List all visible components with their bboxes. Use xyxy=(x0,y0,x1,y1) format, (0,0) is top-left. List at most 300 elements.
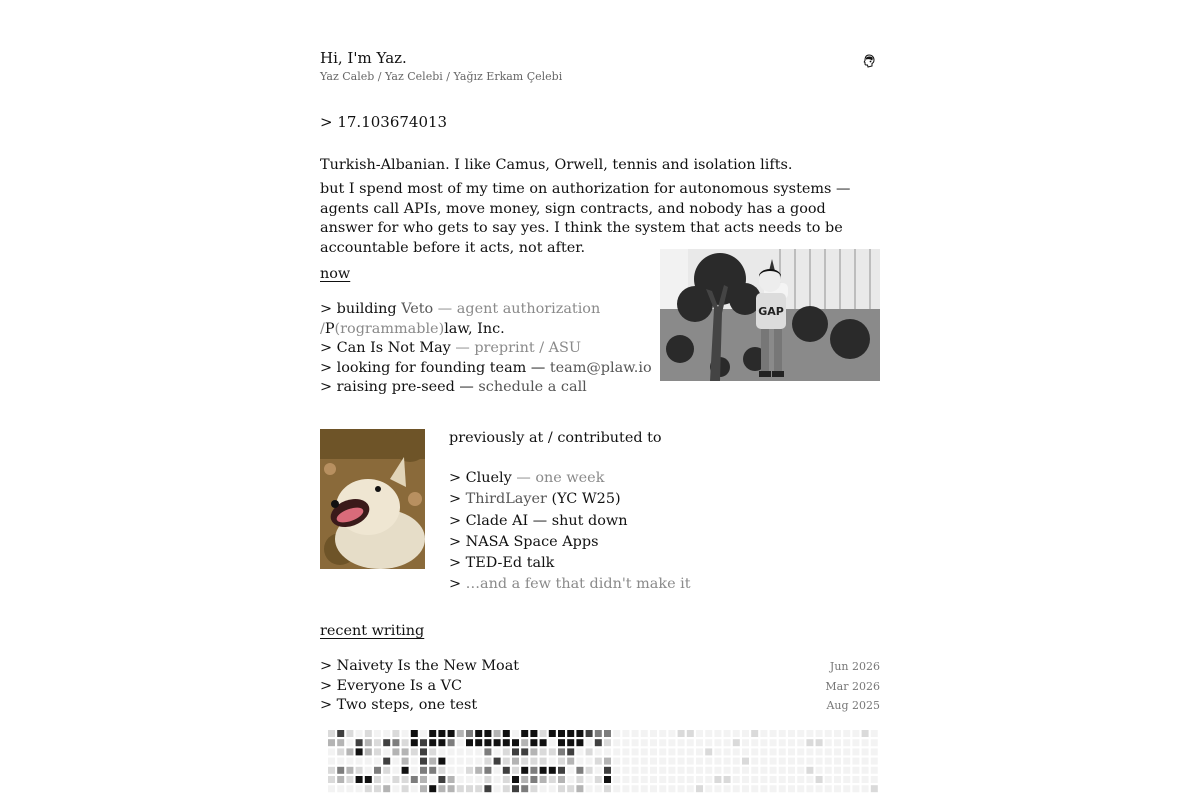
heatmap-cell xyxy=(438,785,445,792)
heatmap-cell xyxy=(797,776,804,783)
heatmap-cell xyxy=(742,776,749,783)
heatmap-cell xyxy=(816,785,823,792)
heatmap-cell xyxy=(779,776,786,783)
heatmap-cell xyxy=(751,739,758,746)
heatmap-cell xyxy=(650,776,657,783)
heatmap-cell xyxy=(632,767,639,774)
heatmap-cell xyxy=(457,730,464,737)
heatmap-cell xyxy=(862,785,869,792)
heatmap-cell xyxy=(356,767,363,774)
heatmap-cell xyxy=(494,767,501,774)
heatmap-cell xyxy=(503,785,510,792)
paper-prefix: > xyxy=(320,340,337,356)
prev-prefix: > xyxy=(449,555,466,572)
heatmap-cell xyxy=(595,776,602,783)
heatmap-cell xyxy=(392,758,399,765)
heatmap-cell xyxy=(843,758,850,765)
veto-link[interactable]: Veto xyxy=(401,301,434,317)
heatmap-cell xyxy=(797,730,804,737)
prev-item-nasa[interactable] xyxy=(449,532,691,553)
heatmap-cell xyxy=(871,758,878,765)
heatmap-cell xyxy=(494,776,501,783)
heatmap-cell xyxy=(622,758,629,765)
heatmap-cell xyxy=(632,748,639,755)
heatmap-cell xyxy=(751,767,758,774)
heatmap-cell xyxy=(420,748,427,755)
heatmap-cell xyxy=(411,776,418,783)
heatmap-cell xyxy=(576,767,583,774)
heatmap-cell xyxy=(438,767,445,774)
heatmap-cell xyxy=(365,767,372,774)
heatmap-cell xyxy=(420,739,427,746)
heatmap-cell xyxy=(576,785,583,792)
heatmap-cell xyxy=(678,730,685,737)
heatmap-cell xyxy=(862,730,869,737)
heatmap-cell xyxy=(576,758,583,765)
heatmap-cell xyxy=(328,767,335,774)
heatmap-cell xyxy=(448,748,455,755)
heatmap-cell xyxy=(834,776,841,783)
heatmap-cell xyxy=(503,730,510,737)
heatmap-cell xyxy=(668,748,675,755)
heatmap-cell xyxy=(392,730,399,737)
heatmap-cell xyxy=(530,767,537,774)
prev-item-thirdlayer[interactable] xyxy=(449,489,691,510)
previously-list xyxy=(449,468,691,596)
heatmap-cell xyxy=(567,758,574,765)
heatmap-cell xyxy=(687,730,694,737)
heatmap-cell xyxy=(448,739,455,746)
heatmap-cell xyxy=(733,730,740,737)
heatmap-cell xyxy=(530,785,537,792)
heatmap-cell xyxy=(374,730,381,737)
heatmap-cell xyxy=(540,767,547,774)
heatmap-cell xyxy=(751,785,758,792)
heatmap-cell xyxy=(843,767,850,774)
company-p: P xyxy=(324,320,335,337)
heatmap-cell xyxy=(714,776,721,783)
writing-item[interactable] xyxy=(320,657,880,677)
heatmap-cell xyxy=(641,758,648,765)
heatmap-cell xyxy=(871,730,878,737)
prev-note: — one week xyxy=(511,470,605,486)
heatmap-cell xyxy=(668,785,675,792)
prev-prefix: > xyxy=(449,576,466,593)
heatmap-cell xyxy=(466,767,473,774)
heatmap-cell xyxy=(429,776,436,783)
heatmap-cell xyxy=(668,730,675,737)
writing-title[interactable]: > Everyone Is a VC xyxy=(320,677,463,694)
company-name: law, Inc. xyxy=(444,320,505,337)
heatmap-cell xyxy=(733,739,740,746)
heatmap-cell xyxy=(724,767,731,774)
heatmap-cell xyxy=(484,748,491,755)
heatmap-cell xyxy=(696,767,703,774)
heatmap-cell xyxy=(696,785,703,792)
heatmap-cell xyxy=(760,758,767,765)
heatmap-cell xyxy=(383,758,390,765)
heatmap-cell xyxy=(788,739,795,746)
heatmap-cell xyxy=(797,739,804,746)
page xyxy=(320,0,880,800)
heatmap-cell xyxy=(659,758,666,765)
heatmap-cell xyxy=(558,776,565,783)
heatmap-cell xyxy=(503,776,510,783)
prev-name[interactable]: TED-Ed talk xyxy=(465,555,555,572)
heatmap-cell xyxy=(779,758,786,765)
heatmap-cell xyxy=(668,776,675,783)
heatmap-cell xyxy=(659,785,666,792)
heatmap-cell xyxy=(346,776,353,783)
paper-link[interactable]: Can Is Not May xyxy=(336,340,451,356)
heatmap-cell xyxy=(448,730,455,737)
heatmap-cell xyxy=(613,748,620,755)
prev-item-cluely[interactable] xyxy=(449,468,691,489)
heatmap-cell xyxy=(714,748,721,755)
heatmap-cell xyxy=(770,730,777,737)
writing-item[interactable] xyxy=(320,677,880,697)
heatmap-cell xyxy=(742,785,749,792)
heatmap-cell xyxy=(549,785,556,792)
writing-item[interactable] xyxy=(320,696,880,716)
veto-description: — agent authorization xyxy=(433,301,601,317)
heatmap-cell xyxy=(549,730,556,737)
heatmap-cell xyxy=(420,758,427,765)
heatmap-cell xyxy=(678,785,685,792)
heatmap-cell xyxy=(751,776,758,783)
prev-note: (YC W25) xyxy=(546,491,621,508)
heatmap-cell xyxy=(852,748,859,755)
heatmap-cell xyxy=(714,767,721,774)
raising-text: > raising pre-seed — xyxy=(320,379,479,395)
heatmap-cell xyxy=(466,758,473,765)
heatmap-cell xyxy=(825,776,832,783)
heatmap-cell xyxy=(567,776,574,783)
heatmap-cell xyxy=(374,767,381,774)
heatmap-cell xyxy=(402,767,409,774)
heatmap-cell xyxy=(521,730,528,737)
heatmap-cell xyxy=(779,739,786,746)
heatmap-cell xyxy=(742,748,749,755)
now-item-building xyxy=(320,300,652,320)
heatmap-cell xyxy=(797,758,804,765)
heatmap-cell xyxy=(650,730,657,737)
heatmap-cell xyxy=(530,730,537,737)
heatmap-cell xyxy=(438,739,445,746)
email-link[interactable]: team@plaw.io xyxy=(549,359,652,376)
heatmap-cell xyxy=(770,776,777,783)
heatmap-cell xyxy=(733,748,740,755)
heatmap-cell xyxy=(448,776,455,783)
heatmap-cell xyxy=(604,758,611,765)
heatmap-cell xyxy=(494,730,501,737)
head-silhouette-icon[interactable] xyxy=(863,54,875,68)
heatmap-cell xyxy=(365,785,372,792)
heatmap-cell xyxy=(687,748,694,755)
heatmap-cell xyxy=(770,767,777,774)
heatmap-cell xyxy=(678,776,685,783)
heatmap-cell xyxy=(346,748,353,755)
prev-name[interactable]: Clade AI xyxy=(465,512,529,529)
heatmap-cell xyxy=(530,739,537,746)
heatmap-cell xyxy=(659,776,666,783)
heatmap-cell xyxy=(871,748,878,755)
now-section-title[interactable]: now xyxy=(320,266,351,282)
heatmap-cell xyxy=(374,748,381,755)
heatmap-cell xyxy=(576,748,583,755)
heatmap-cell xyxy=(788,730,795,737)
heatmap-cell xyxy=(457,767,464,774)
heatmap-cell xyxy=(696,758,703,765)
heatmap-cell xyxy=(843,785,850,792)
heatmap-cell xyxy=(650,748,657,755)
heatmap-cell xyxy=(438,758,445,765)
prev-name[interactable]: …and a few that didn't make it xyxy=(465,576,691,593)
prev-name[interactable]: NASA Space Apps xyxy=(465,533,599,550)
heatmap-cell xyxy=(779,767,786,774)
heatmap-cell xyxy=(751,748,758,755)
heatmap-cell xyxy=(613,776,620,783)
heatmap-cell xyxy=(650,785,657,792)
heatmap-cell xyxy=(770,748,777,755)
heatmap-cell xyxy=(696,730,703,737)
writing-title[interactable]: > Two steps, one test xyxy=(320,697,478,713)
heatmap-cell xyxy=(862,739,869,746)
prev-prefix: > xyxy=(449,470,466,486)
heatmap-cell xyxy=(806,785,813,792)
heatmap-cell xyxy=(733,767,740,774)
heatmap-cell xyxy=(475,785,482,792)
heatmap-cell xyxy=(383,776,390,783)
counter: > 17.103674013 xyxy=(320,113,448,131)
writing-date: Mar 2026 xyxy=(825,679,880,693)
paper-description: — preprint / ASU xyxy=(450,340,582,356)
heatmap-cell xyxy=(586,739,593,746)
heatmap-cell xyxy=(503,767,510,774)
heatmap-cell xyxy=(816,730,823,737)
heatmap-cell xyxy=(494,739,501,746)
heatmap-cell xyxy=(586,767,593,774)
heatmap-cell xyxy=(604,730,611,737)
heatmap-cell xyxy=(374,739,381,746)
heatmap-cell xyxy=(392,785,399,792)
heatmap-cell xyxy=(484,785,491,792)
heatmap-cell xyxy=(760,776,767,783)
heatmap-cell xyxy=(825,748,832,755)
heatmap-cell xyxy=(622,776,629,783)
heatmap-cell xyxy=(374,776,381,783)
heatmap-cell xyxy=(687,739,694,746)
heatmap-cell xyxy=(448,767,455,774)
now-item-paper xyxy=(320,339,652,359)
heatmap-cell xyxy=(540,785,547,792)
heatmap-cell xyxy=(687,785,694,792)
heatmap-cell xyxy=(420,776,427,783)
heatmap-cell xyxy=(806,748,813,755)
schedule-call-link[interactable]: schedule a call xyxy=(478,379,587,395)
heatmap-cell xyxy=(632,758,639,765)
heatmap-cell xyxy=(751,758,758,765)
prev-name[interactable]: ThirdLayer xyxy=(465,491,547,508)
heatmap-cell xyxy=(530,776,537,783)
heatmap-cell xyxy=(852,730,859,737)
child-photo xyxy=(660,249,880,381)
heatmap-cell xyxy=(871,776,878,783)
heatmap-cell xyxy=(429,758,436,765)
heatmap-cell xyxy=(595,739,602,746)
heatmap-cell xyxy=(420,767,427,774)
heatmap-cell xyxy=(733,758,740,765)
heatmap-cell xyxy=(420,785,427,792)
heatmap-cell xyxy=(540,730,547,737)
heatmap-cell xyxy=(512,730,519,737)
heatmap-cell xyxy=(595,758,602,765)
heatmap-cell xyxy=(503,748,510,755)
heatmap-cell xyxy=(659,730,666,737)
heatmap-cell xyxy=(724,739,731,746)
heatmap-cell xyxy=(402,730,409,737)
writing-title[interactable]: > Naivety Is the New Moat xyxy=(320,658,520,674)
heatmap-cell xyxy=(576,739,583,746)
heatmap-cell xyxy=(659,748,666,755)
heatmap-cell xyxy=(346,767,353,774)
heatmap-cell xyxy=(705,767,712,774)
heatmap-cell xyxy=(788,767,795,774)
writing-date: Jun 2026 xyxy=(829,660,880,673)
heatmap-cell xyxy=(558,730,565,737)
heatmap-cell xyxy=(724,748,731,755)
heatmap-cell xyxy=(843,748,850,755)
heatmap-cell xyxy=(540,776,547,783)
heatmap-cell xyxy=(328,785,335,792)
heatmap-cell xyxy=(576,730,583,737)
heatmap-cell xyxy=(383,767,390,774)
heatmap-cell xyxy=(457,739,464,746)
heatmap-cell xyxy=(521,776,528,783)
heatmap-cell xyxy=(816,767,823,774)
heatmap-cell xyxy=(466,748,473,755)
heatmap-cell xyxy=(448,785,455,792)
heatmap-cell xyxy=(742,767,749,774)
heatmap-cell xyxy=(383,748,390,755)
heatmap-cell xyxy=(622,739,629,746)
heatmap-cell xyxy=(475,730,482,737)
heatmap-cell xyxy=(852,739,859,746)
heatmap-cell xyxy=(797,767,804,774)
heatmap-cell xyxy=(466,730,473,737)
heatmap-cell xyxy=(825,767,832,774)
kid-shirt-text: GAP xyxy=(758,305,784,318)
heatmap-cell xyxy=(825,785,832,792)
heatmap-cell xyxy=(438,748,445,755)
heatmap-cell xyxy=(816,758,823,765)
heatmap-cell xyxy=(365,730,372,737)
heatmap-cell xyxy=(604,776,611,783)
writing-section-title[interactable]: recent writing xyxy=(320,623,425,639)
heatmap-cell xyxy=(724,776,731,783)
prev-name[interactable]: Cluely xyxy=(465,470,512,486)
heatmap-cell xyxy=(595,767,602,774)
now-item-company xyxy=(320,320,652,340)
heatmap-cell xyxy=(650,758,657,765)
heatmap-cell xyxy=(512,776,519,783)
heatmap-cell xyxy=(834,785,841,792)
heatmap-cell xyxy=(724,785,731,792)
heatmap-cell xyxy=(613,758,620,765)
heatmap-cell xyxy=(641,748,648,755)
heatmap-cell xyxy=(760,785,767,792)
heatmap-cell xyxy=(392,776,399,783)
heatmap-cell xyxy=(604,748,611,755)
heatmap-cell xyxy=(696,748,703,755)
heatmap-cell xyxy=(346,739,353,746)
heatmap-cell xyxy=(632,785,639,792)
heatmap-cell xyxy=(788,748,795,755)
heatmap-cell xyxy=(586,776,593,783)
heatmap-cell xyxy=(668,767,675,774)
heatmap-cell xyxy=(484,730,491,737)
activity-heatmap xyxy=(328,730,880,794)
heatmap-cell xyxy=(475,758,482,765)
heatmap-cell xyxy=(392,767,399,774)
heatmap-cell xyxy=(521,767,528,774)
heatmap-cell xyxy=(494,758,501,765)
heatmap-cell xyxy=(402,776,409,783)
writing-date: Aug 2025 xyxy=(826,699,880,712)
now-item-raising xyxy=(320,378,652,398)
heatmap-cell xyxy=(521,758,528,765)
heatmap-cell xyxy=(714,785,721,792)
prev-item-clade[interactable] xyxy=(449,511,691,532)
heatmap-cell xyxy=(816,739,823,746)
heatmap-cell xyxy=(622,748,629,755)
heatmap-cell xyxy=(475,748,482,755)
heatmap-cell xyxy=(843,739,850,746)
heatmap-cell xyxy=(806,739,813,746)
heatmap-cell xyxy=(632,739,639,746)
heatmap-cell xyxy=(337,776,344,783)
heatmap-cell xyxy=(420,730,427,737)
previously-title: previously at / contributed to xyxy=(449,430,662,446)
heatmap-cell xyxy=(438,730,445,737)
heatmap-cell xyxy=(337,748,344,755)
heatmap-cell xyxy=(558,739,565,746)
prev-item-ted[interactable] xyxy=(449,553,691,574)
heatmap-cell xyxy=(760,767,767,774)
heatmap-cell xyxy=(567,785,574,792)
writing-list xyxy=(320,657,880,716)
heatmap-cell xyxy=(346,758,353,765)
heatmap-cell xyxy=(586,730,593,737)
heatmap-cell xyxy=(862,767,869,774)
bio-intro: Turkish-Albanian. I like Camus, Orwell, tennis and isolation lifts. xyxy=(320,157,793,173)
heatmap-cell xyxy=(392,748,399,755)
heatmap-cell xyxy=(402,785,409,792)
heatmap-cell xyxy=(540,748,547,755)
heatmap-cell xyxy=(632,730,639,737)
heatmap-cell xyxy=(586,785,593,792)
heatmap-cell xyxy=(558,748,565,755)
heatmap-cell xyxy=(494,785,501,792)
heatmap-cell xyxy=(678,739,685,746)
heatmap-cell xyxy=(530,748,537,755)
heatmap-cell xyxy=(733,776,740,783)
prev-item-more[interactable] xyxy=(449,574,691,595)
heatmap-cell xyxy=(429,730,436,737)
heatmap-cell xyxy=(512,767,519,774)
heatmap-cell xyxy=(862,758,869,765)
heatmap-cell xyxy=(724,758,731,765)
